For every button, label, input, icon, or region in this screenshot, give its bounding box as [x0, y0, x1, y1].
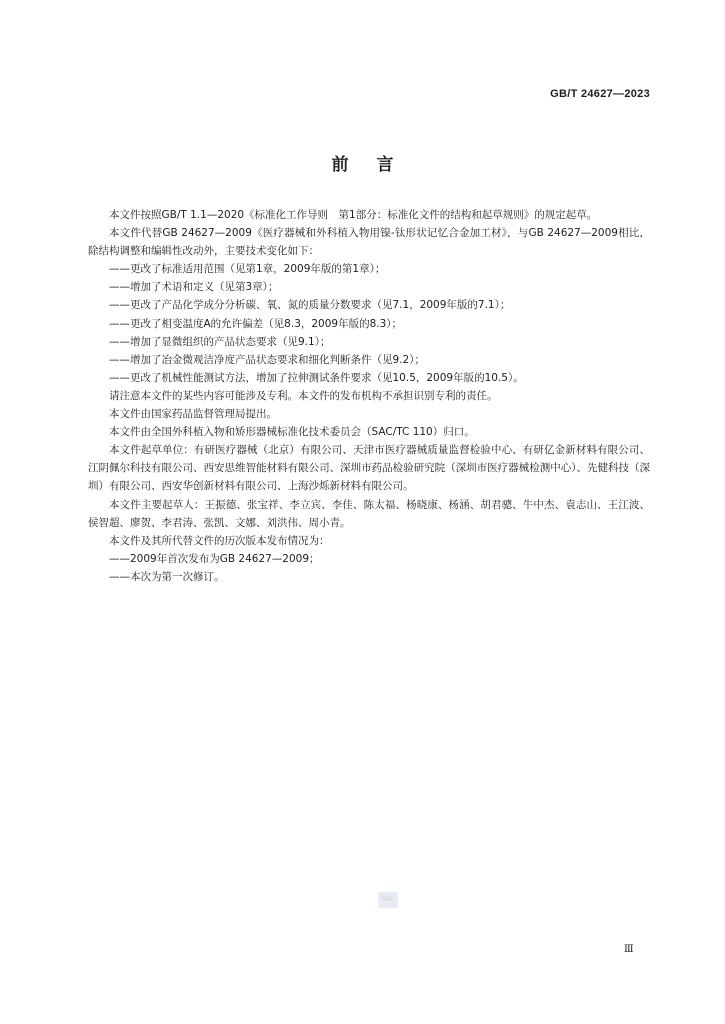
change-item: ——增加了显微组织的产品状态要求（见9.1）； [109, 335, 331, 348]
change-item: ——更改了产品化学成分分析碳、氧、氮的质量分数要求（见7.1，2009年版的7.1）； [109, 299, 511, 312]
paragraph-drafting-units: 本文件起草单位：有研医疗器械（北京）有限公司、天津市医疗器械质量监督检验中心、有研亿金新材料有限公司、江阴佩尔科技有限公司、西安思维智能材料有限公司、深圳市药品检验研究院（深圳市医疗器械检测中心）、先健科技（深圳）有限公司、西安华创新材料有限公司、上海沙烁新材料有限公司。 [88, 444, 650, 493]
page-number: Ⅲ [624, 944, 634, 955]
paragraph-replacement: 本文件代替GB 24627—2009《医疗器械和外科植入物用镍-钛形状记忆合金加工材》，与GB 24627—2009相比，除结构调整和编辑性改动外，主要技术变化如下： [88, 227, 650, 258]
change-item: ——增加了术语和定义（见第3章）； [109, 281, 279, 294]
foreword-body [88, 206, 650, 586]
sac-watermark-logo: SAC [378, 892, 398, 908]
history-item: ——本次为第一次修订。 [109, 570, 225, 583]
page-title: 前言 [331, 155, 422, 175]
change-item: ——增加了冶金微观洁净度产品状态要求和细化判断条件（见9.2）； [109, 353, 425, 366]
change-item: ——更改了机械性能测试方法，增加了拉伸测试条件要求（见10.5，2009年版的10.5）。 [109, 371, 524, 384]
paragraph-drafting-rules: 本文件按照GB/T 1.1—2020《标准化工作导则 第1部分：标准化文件的结构和起草规则》的规定起草。 [109, 209, 598, 221]
change-item: ——更改了相变温度A的允许偏差（见8.3，2009年版的8.3）； [109, 317, 403, 330]
change-item: ——更改了标准适用范围（见第1章，2009年版的第1章）； [109, 263, 386, 276]
paragraph-version-history: 本文件及其所代替文件的历次版本发布情况为： [109, 534, 330, 547]
paragraph-committee: 本文件由全国外科植入物和矫形器械标准化技术委员会（SAC/TC 110）归口。 [109, 426, 475, 439]
paragraph-proposer: 本文件由国家药品监督管理局提出。 [109, 408, 277, 421]
paragraph-patent-notice: 请注意本文件的某些内容可能涉及专利。本文件的发布机构不承担识别专利的责任。 [109, 389, 498, 402]
document-code: GB/T 24627—2023 [550, 88, 650, 100]
history-item: ——2009年首次发布为GB 24627—2009； [109, 552, 320, 565]
paragraph-drafters: 本文件主要起草人：王振德、张宝祥、李立宾、李佳、陈太福、杨晓康、杨涵、胡君骢、牛中杰、袁志山、王江波、侯智超、廖贺、李君涛、张凯、文娜、刘洪伟、周小青。 [88, 498, 650, 529]
